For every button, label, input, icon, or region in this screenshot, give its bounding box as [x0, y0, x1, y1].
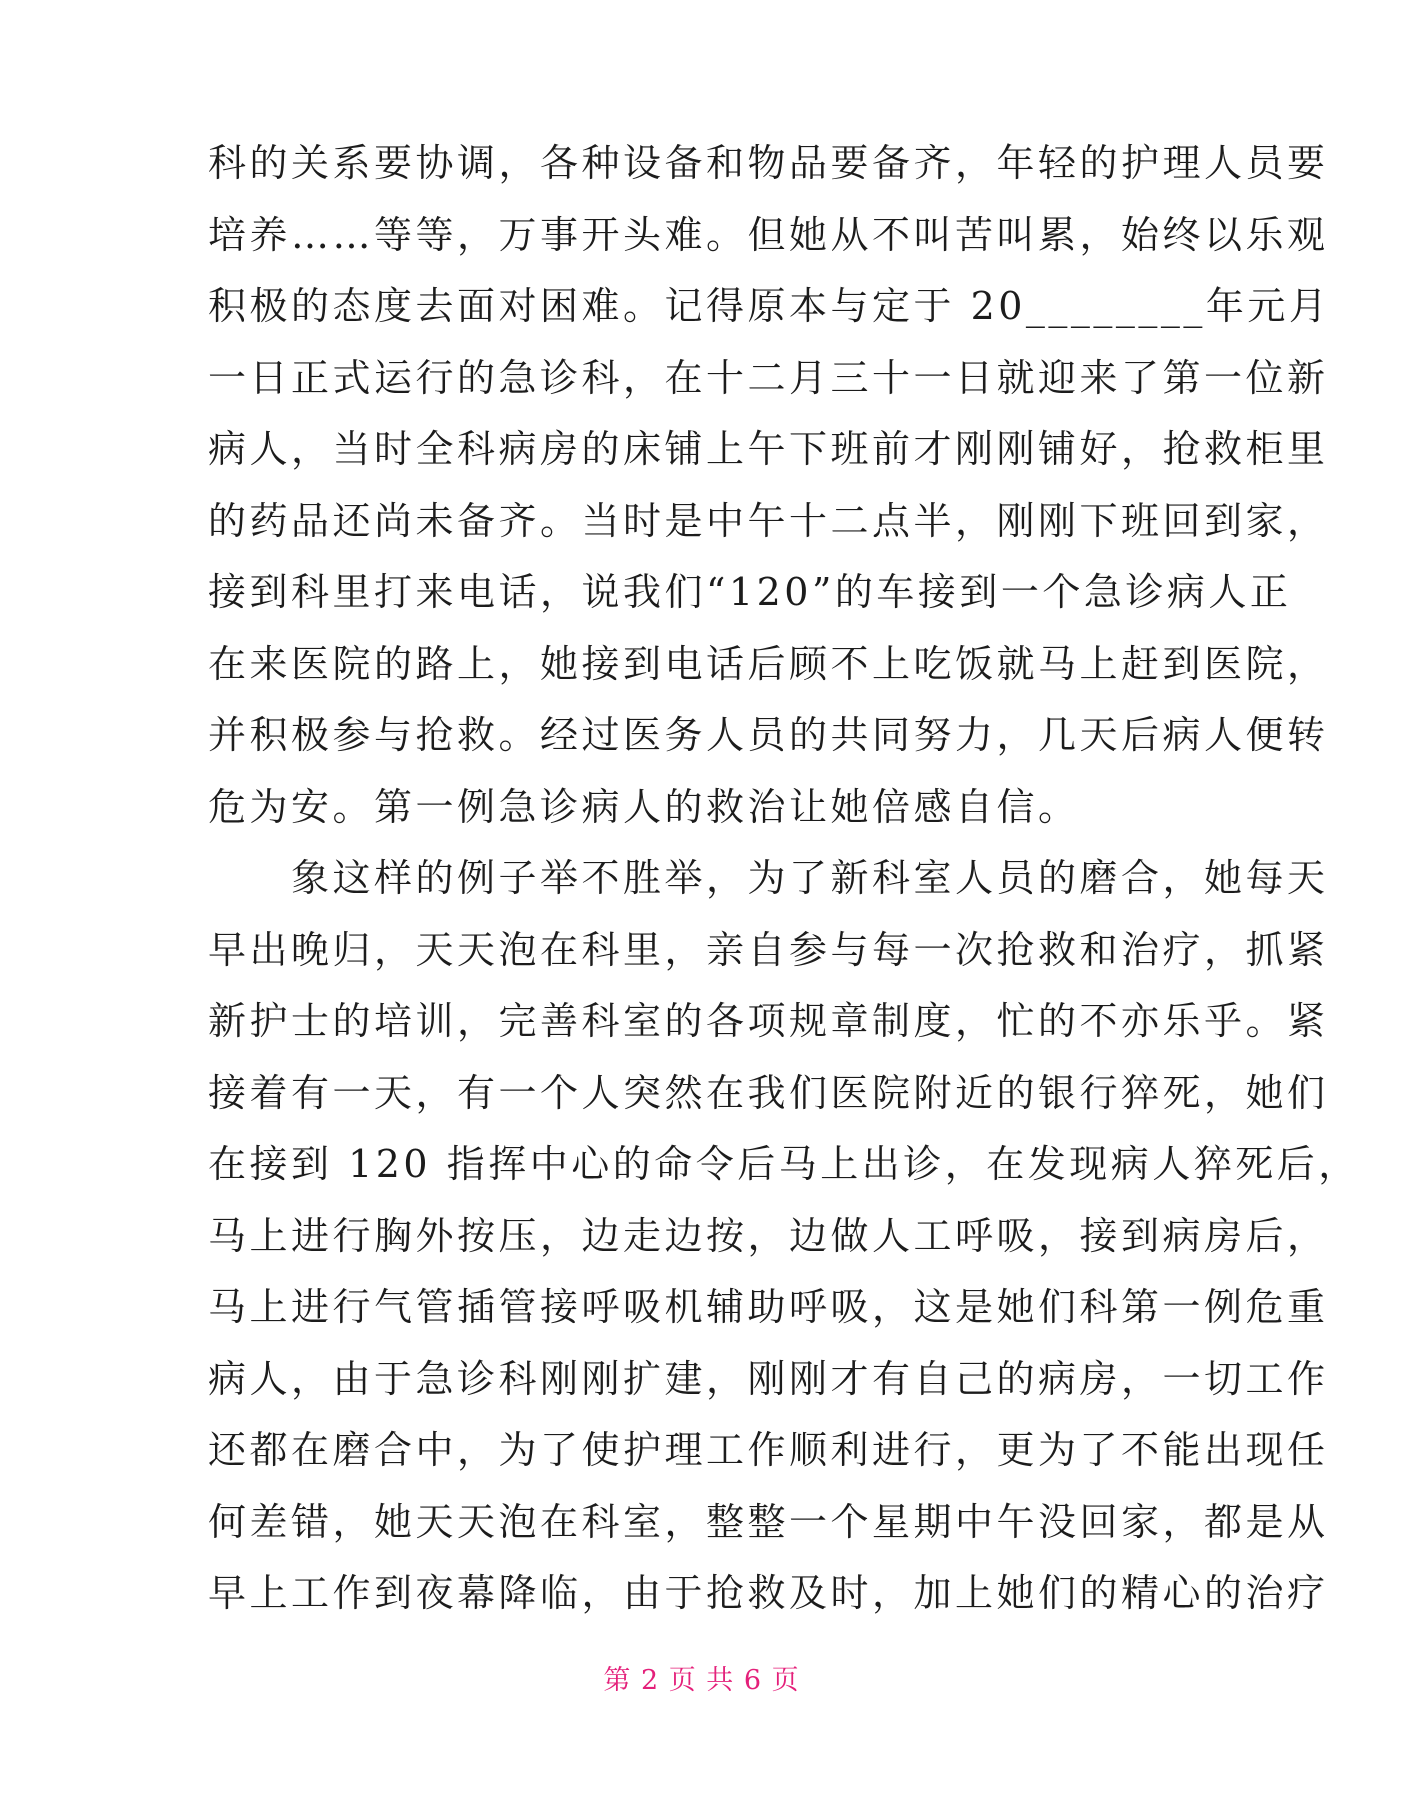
body-text — [208, 128, 1360, 1630]
text-line: 早上工作到夜幕降临，由于抢救及时，加上她们的精心的治疗 — [208, 1571, 1329, 1615]
text-line: 的药品还尚未备齐。当时是中午十二点半，刚刚下班回到家， — [208, 498, 1329, 543]
text-line: 接到科里打来电话，说我们“120”的车接到一个急诊病人正 — [208, 570, 1292, 614]
text-line: 在来医院的路上，她接到电话后顾不上吃饭就马上赶到医院， — [208, 641, 1329, 686]
text-line: 一日正式运行的急诊科，在十二月三十一日就迎来了第一位新 — [208, 355, 1329, 400]
text-line: 早出晚归，天天泡在科里，亲自参与每一次抢救和治疗，抓紧 — [208, 927, 1329, 972]
text-line: 培养……等等，万事开头难。但她从不叫苦叫累，始终以乐观 — [208, 212, 1329, 257]
text-line: 积极的态度去面对困难。记得原本与定于 20________年元月 — [208, 284, 1331, 328]
text-line: 还都在磨合中，为了使护理工作顺利进行，更为了不能出现任 — [208, 1428, 1329, 1472]
text-line: 在接到 120 指挥中心的命令后马上出诊，在发现病人猝死后， — [208, 1142, 1360, 1186]
page-number-label: 第 2 页 共 6 页 — [603, 1665, 800, 1696]
text-line: 并积极参与抢救。经过医务人员的共同努力，几天后病人便转 — [208, 713, 1329, 757]
text-line: 危为安。第一例急诊病人的救治让她倍感自信。 — [208, 784, 1080, 829]
text-line: 何差错，她天天泡在科室，整整一个星期中午没回家，都是从 — [208, 1499, 1329, 1544]
text-line: 新护士的培训，完善科室的各项规章制度，忙的不亦乐乎。紧 — [208, 999, 1329, 1043]
text-line: 马上进行胸外按压，边走边按，边做人工呼吸，接到病房后， — [208, 1213, 1329, 1258]
paragraph-start-line: 象这样的例子举不胜举，为了新科室人员的磨合，她每天 — [208, 856, 1329, 900]
page-footer — [0, 1658, 1403, 1697]
text-line: 病人，当时全科病房的床铺上午下班前才刚刚铺好，抢救柜里 — [208, 427, 1329, 471]
text-line: 接着有一天，有一个人突然在我们医院附近的银行猝死，她们 — [208, 1070, 1329, 1115]
text-line: 病人，由于急诊科刚刚扩建，刚刚才有自己的病房，一切工作 — [208, 1356, 1329, 1401]
text-line: 马上进行气管插管接呼吸机辅助呼吸，这是她们科第一例危重 — [208, 1285, 1329, 1329]
text-line: 科的关系要协调，各种设备和物品要备齐，年轻的护理人员要 — [208, 141, 1329, 185]
